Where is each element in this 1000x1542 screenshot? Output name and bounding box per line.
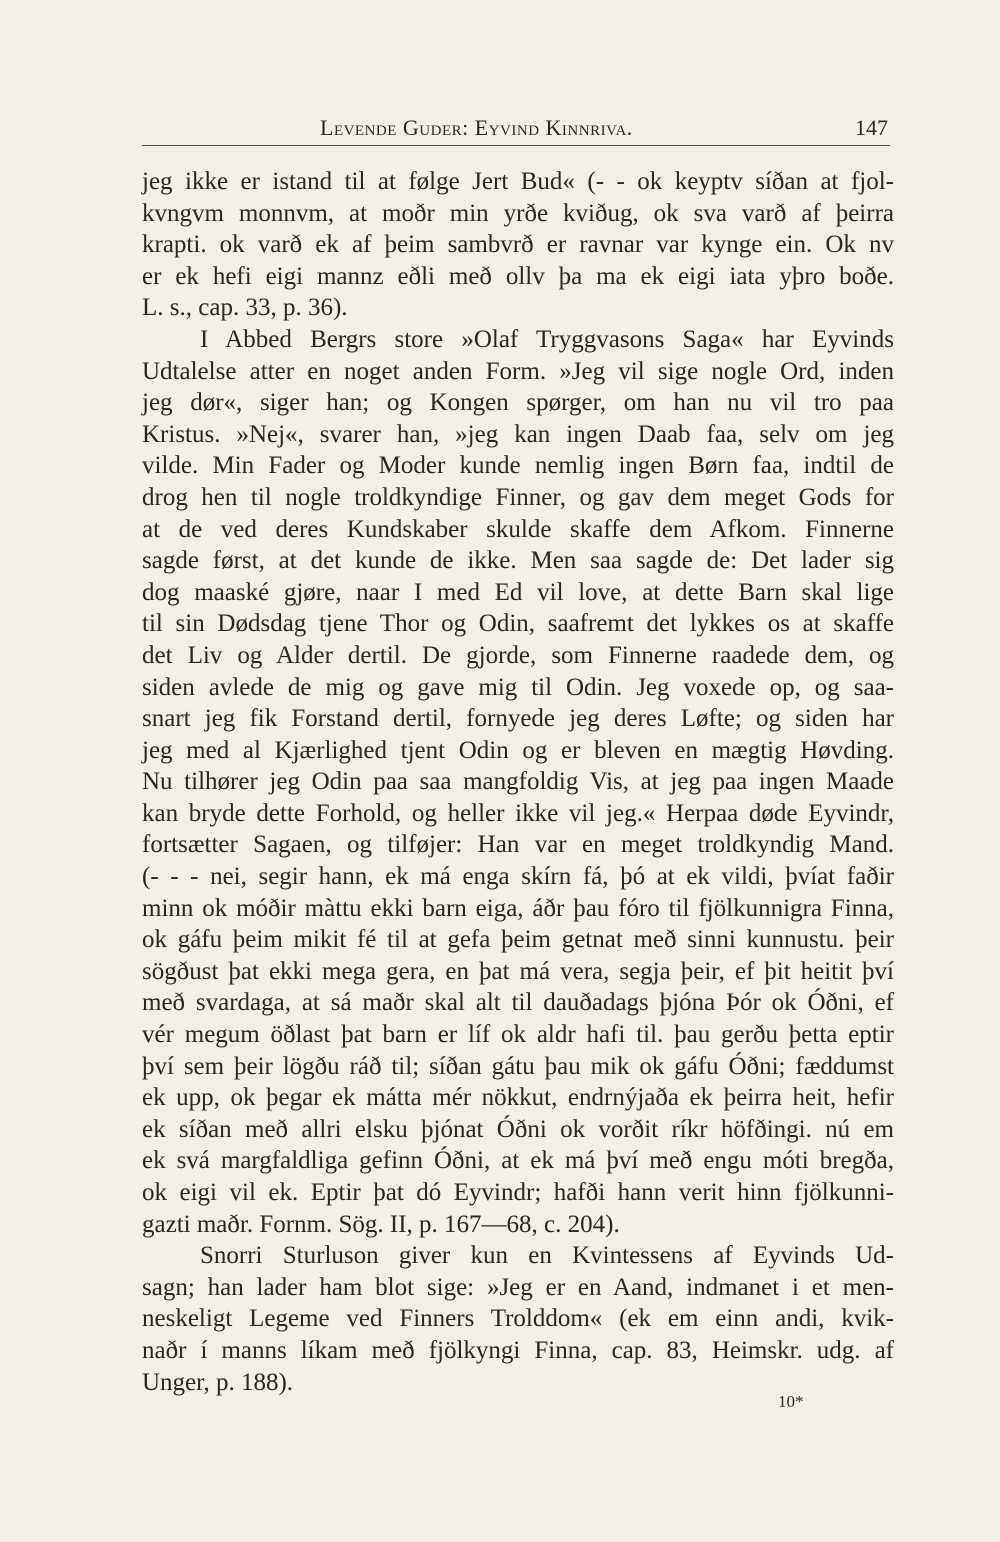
text-line: vilde. Min Fader og Moder kunde nemlig ingen Børn faa, indtil de [142,452,894,480]
text-line: krapti. ok varð ek af þeim sambvrð er ravnar var kynge ein. Ok nv [142,231,894,259]
text-line: Unger, p. 188). [142,1368,294,1396]
page-number: 147 [855,115,888,140]
text-line: jeg ikke er istand til at følge Jert Bud« (- - ok keyptv síðan at fjol- [142,168,894,195]
text-line: kan bryde dette Forhold, og heller ikke vil jeg.« Herpaa døde Eyvindr, [142,799,894,827]
text-line: með svardaga, at sá maðr skal alt til dauðadags þjóna Þór ok Óðni, ef [142,989,894,1017]
text-line: neskeligt Legeme ved Finners Trolddom« (ek em einn andi, kvik- [142,1305,894,1333]
text-line: sagde først, at det kunde de ikke. Men saa sagde de: Det lader sig [142,547,894,575]
running-head: Levende Guder: Eyvind Kinnriva. [320,115,633,140]
text-line: Nu tilhører jeg Odin paa saa mangfoldig Vis, at jeg paa ingen Maade [142,768,894,796]
text-line: ok gáfu þeim mikit fé til at gefa þeim getnat með sinni kunnustu. þeir [142,926,894,954]
text-line: því sem þeir lögðu ráð til; síðan gátu þau mik ok gáfu Óðni; fæddumst [142,1052,894,1080]
text-line: ok eigi vil ek. Eptir þat dó Eyvindr; hafði hann verit hinn fjölkunni- [142,1179,894,1206]
text-line: L. s., cap. 33, p. 36). [142,294,348,322]
text-line: Udtalelse atter en noget anden Form. »Jeg vil sige nogle Ord, inden [142,357,894,385]
text-line: gazti maðr. Fornm. Sög. II, p. 167—68, c. 204). [142,1210,620,1238]
page-header [142,113,890,146]
text-line: naðr í manns líkam með fjölkyngi Finna, cap. 83, Heimskr. udg. af [142,1336,894,1364]
text-line: ek síðan með allri elsku þjónat Óðni ok vorðit ríkr höfðingi. nú em [142,1115,894,1143]
text-line: ek svá margfaldliga gefinn Óðni, at ek má því með engu móti bregða, [142,1147,894,1175]
text-line: sögðust þat ekki mega gera, en þat má vera, segja þeir, ef þit heitit því [142,957,894,985]
body-text [142,166,894,1398]
text-line: kvngvm monnvm, at moðr min yrðe kviðug, ok sva varð af þeirra [142,199,894,227]
text-line: dog maaské gjøre, naar I med Ed vil love, at dette Barn skal lige [142,578,894,606]
signature-mark: 10* [778,1392,804,1411]
text-line: snart jeg fik Forstand dertil, fornyede jeg deres Løfte; og siden har [142,705,894,733]
text-line: til sin Dødsdag tjene Thor og Odin, saafremt det lykkes os at skaffe [142,610,894,638]
text-line: (- - - nei, segir hann, ek má enga skírn fá, þó at ek vildi, þvíat faðir [142,863,894,891]
text-line: I Abbed Bergrs store »Olaf Tryggvasons Saga« har Eyvinds [200,325,894,353]
text-line: jeg med al Kjærlighed tjent Odin og er bleven en mægtig Høvding. [142,736,894,764]
text-line: Snorri Sturluson giver kun en Kvintessens af Eyvinds Ud- [200,1242,894,1270]
text-line: det Liv og Alder dertil. De gjorde, som Finnerne raadede dem, og [142,641,894,669]
text-line: drog hen til nogle troldkyndige Finner, og gav dem meget Gods for [142,483,894,511]
text-line: siden avlede de mig og gave mig til Odin. Jeg voxede op, og saa- [142,673,894,701]
text-line: er ek hefi eigi mannz eðli með ollv þa ma ek eigi iata yþro boðe. [142,262,894,290]
text-line: at de ved deres Kundskaber skulde skaffe dem Afkom. Finnerne [142,515,894,543]
text-line: vér megum öðlast þat barn er líf ok aldr hafi til. þau gerðu þetta eptir [142,1021,894,1049]
text-line: sagn; han lader ham blot sige: »Jeg er en Aand, indmanet i et men- [142,1273,894,1301]
text-line: Kristus. »Nej«, svarer han, »jeg kan ingen Daab faa, selv om jeg [142,420,894,448]
text-line: ek upp, ok þegar ek mátta mér nökkut, endrnýjaða ek þeirra heit, hefir [142,1084,894,1112]
text-line: jeg dør«, siger han; og Kongen spørger, om han nu vil tro paa [142,389,894,417]
text-line: fortsætter Sagaen, og tilføjer: Han var en meget troldkyndig Mand. [142,831,894,859]
text-line: minn ok móðir màttu ekki barn eiga, áðr þau fóro til fjölkunnigra Finna, [142,894,894,922]
